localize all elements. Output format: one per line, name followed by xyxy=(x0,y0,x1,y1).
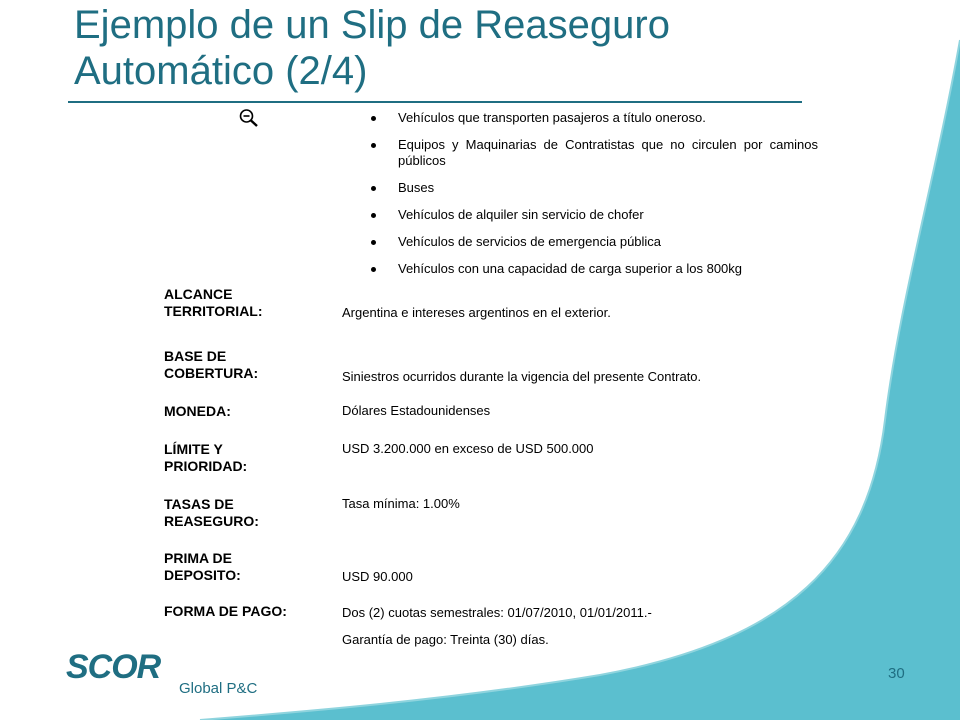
forma-value: Dos (2) cuotas semestrales: 01/07/2010, 01/01/2011.- xyxy=(342,605,652,620)
slide-title: Ejemplo de un Slip de Reaseguro Automático (2/4) xyxy=(74,3,670,93)
page-number: 30 xyxy=(888,665,905,682)
moneda-label: MONEDA: xyxy=(164,403,231,419)
tasas-value: Tasa mínima: 1.00% xyxy=(342,496,460,511)
list-item: Vehículos de alquiler sin servicio de chofer xyxy=(368,207,818,223)
forma-label: FORMA DE PAGO: xyxy=(164,603,287,619)
moneda-value: Dólares Estadounidenses xyxy=(342,403,491,418)
limite-value: USD 3.200.000 en exceso de USD 500.000 xyxy=(342,441,594,456)
zoom-magnifier-icon[interactable] xyxy=(238,108,260,128)
title-underline xyxy=(68,101,802,103)
prima-value: USD 90.000 xyxy=(342,569,413,584)
scor-logo xyxy=(64,650,284,700)
list-item: Vehículos de servicios de emergencia pública xyxy=(368,234,818,250)
list-item: Vehículos que transporten pasajeros a título oneroso. xyxy=(368,110,818,126)
limite-label: LÍMITE Y PRIORIDAD: xyxy=(164,441,248,474)
base-label: BASE DE COBERTURA: xyxy=(164,348,259,381)
logo-sub: Global P&C xyxy=(179,680,258,697)
forma-value-guarantee: Garantía de pago: Treinta (30) días. xyxy=(342,632,549,647)
alcance-label: ALCANCE TERRITORIAL: xyxy=(164,286,263,319)
alcance-value: Argentina e intereses argentinos en el exterior. xyxy=(342,305,611,320)
tasas-label: TASAS DE REASEGURO: xyxy=(164,496,259,529)
list-item: Equipos y Maquinarias de Contratistas que no circulen por caminos públicos xyxy=(368,137,818,169)
prima-label: PRIMA DE DEPOSITO: xyxy=(164,550,241,583)
base-value: Siniestros ocurridos durante la vigencia del presente Contrato. xyxy=(342,369,702,384)
logo-brand: SCOR xyxy=(66,650,161,686)
excluded-vehicles-list xyxy=(368,110,818,277)
list-item: Buses xyxy=(368,180,818,196)
list-item: Vehículos con una capacidad de carga superior a los 800kg xyxy=(368,261,818,277)
